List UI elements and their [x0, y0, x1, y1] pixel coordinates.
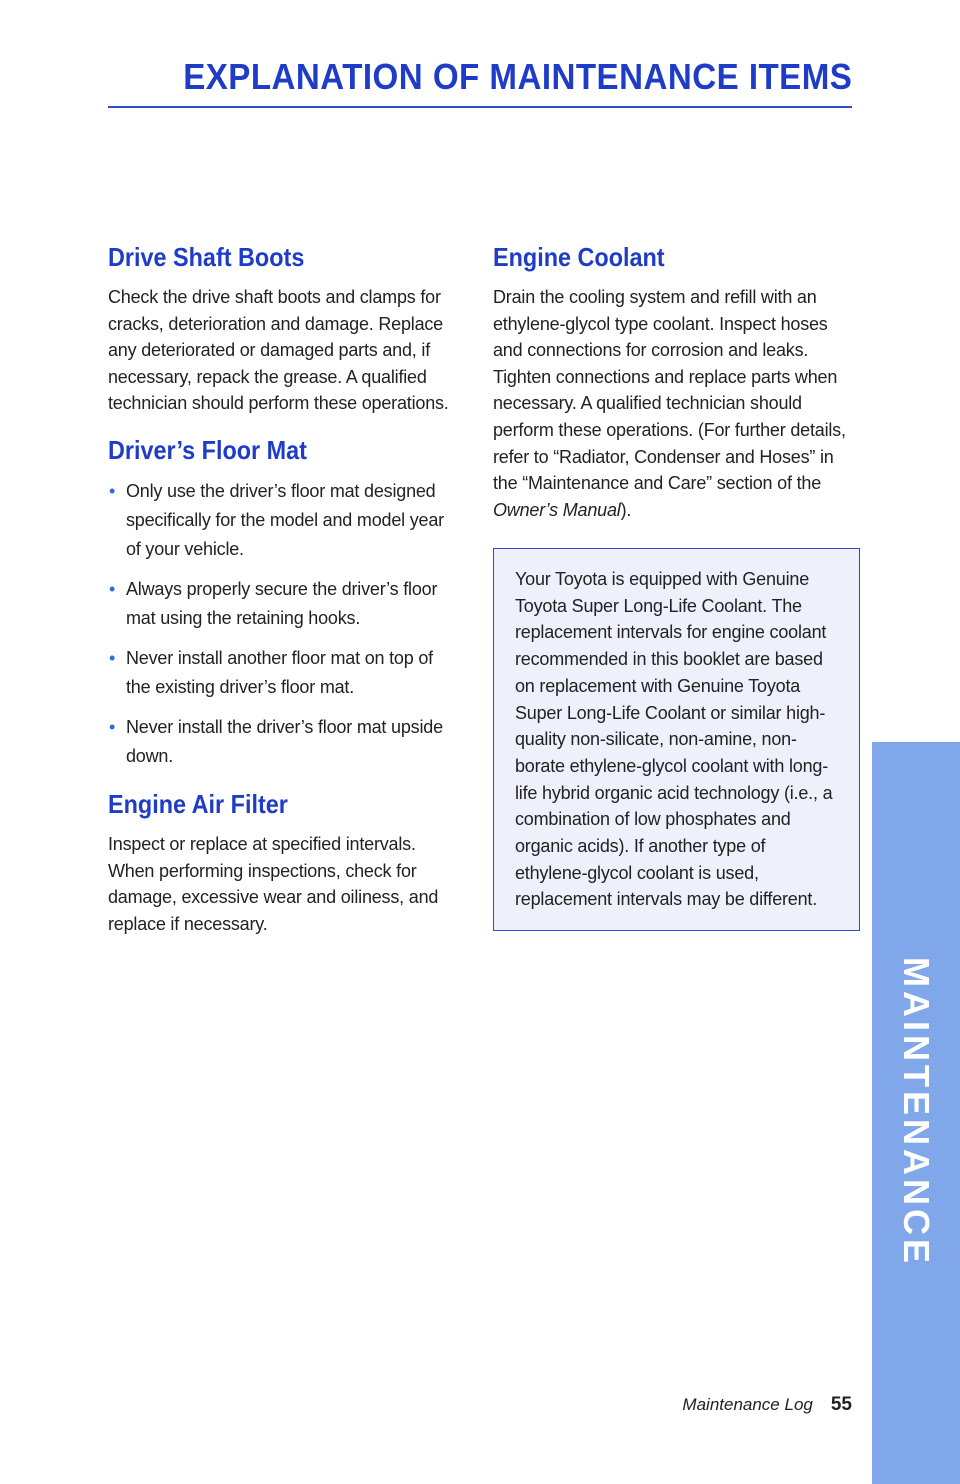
list-item-text: Never install another floor mat on top of the existing driver’s floor mat. [126, 647, 433, 697]
bullet-icon: • [109, 480, 116, 501]
floor-mat-section [108, 433, 453, 771]
list-item-text: Never install the driver’s floor mat upside down. [126, 716, 443, 766]
left-column [108, 240, 453, 953]
list-item-text: Always properly secure the driver’s floor mat using the retaining hooks. [126, 578, 438, 628]
drive-shaft-section [108, 240, 453, 417]
engine-coolant-body-end: ). [620, 499, 632, 520]
header-divider [108, 106, 852, 108]
engine-coolant-body [493, 284, 853, 523]
air-filter-heading: Engine Air Filter [108, 788, 288, 819]
floor-mat-heading: Driver’s Floor Mat [108, 434, 307, 465]
page-title: EXPLANATION OF MAINTENANCE ITEMS [182, 56, 852, 97]
list-item-text: Only use the driver’s floor mat designed specifically for the model and model year of your vehicle. [126, 480, 444, 559]
footer-label: Maintenance Log [682, 1395, 813, 1414]
bullet-icon: • [109, 578, 116, 599]
air-filter-body: Inspect or replace at specified intervals. When performing inspections, check for damage, excessive wear and oiliness, and replace if necessary. [108, 833, 439, 934]
list-item [108, 575, 453, 633]
page-footer [682, 1394, 852, 1416]
side-tab-label: MAINTENANCE [896, 957, 937, 1267]
bullet-icon: • [109, 647, 116, 668]
engine-coolant-heading: Engine Coolant [493, 242, 665, 272]
floor-mat-bullet-list [108, 477, 453, 771]
engine-coolant-section [493, 240, 853, 523]
page-number: 55 [830, 1394, 852, 1415]
bullet-icon: • [109, 716, 116, 737]
owners-manual-title: Owner’s Manual [493, 499, 621, 520]
air-filter-section [108, 787, 453, 937]
list-item [108, 713, 453, 771]
drive-shaft-heading: Drive Shaft Boots [108, 242, 305, 272]
coolant-note-box [493, 548, 860, 931]
list-item [108, 477, 453, 564]
right-column [493, 240, 853, 539]
drive-shaft-body: Check the drive shaft boots and clamps for cracks, deterioration and damage. Replace any deteriorated or damaged parts and, if necessary, repack the grease. A qualified technician should perform these operations. [108, 287, 449, 414]
engine-coolant-body-text: Drain the cooling system and refill with an ethylene-glycol type coolant. Inspect hoses and connections for corrosion and leaks. Tighten connections and replace parts when necessary. A qualified technician should perform these operations. (For further details, refer to “Radiator, Condenser and Hoses” in the “Maintenance and Care” section of the [493, 287, 846, 494]
coolant-note-text: Your Toyota is equipped with Genuine Toyota Super Long-Life Coolant. The replacement intervals for engine coolant recommended in this booklet are based on replacement with Genuine Toyota Super Long-Life Coolant or similar high-quality non-silicate, non-amine, non-borate ethylene-glycol coolant with long-life hybrid organic acid technology (i.e., a combination of low phosphates and organic acids). If another type of ethylene-glycol coolant is used, replacement intervals may be different. [515, 569, 833, 910]
list-item [108, 644, 453, 702]
